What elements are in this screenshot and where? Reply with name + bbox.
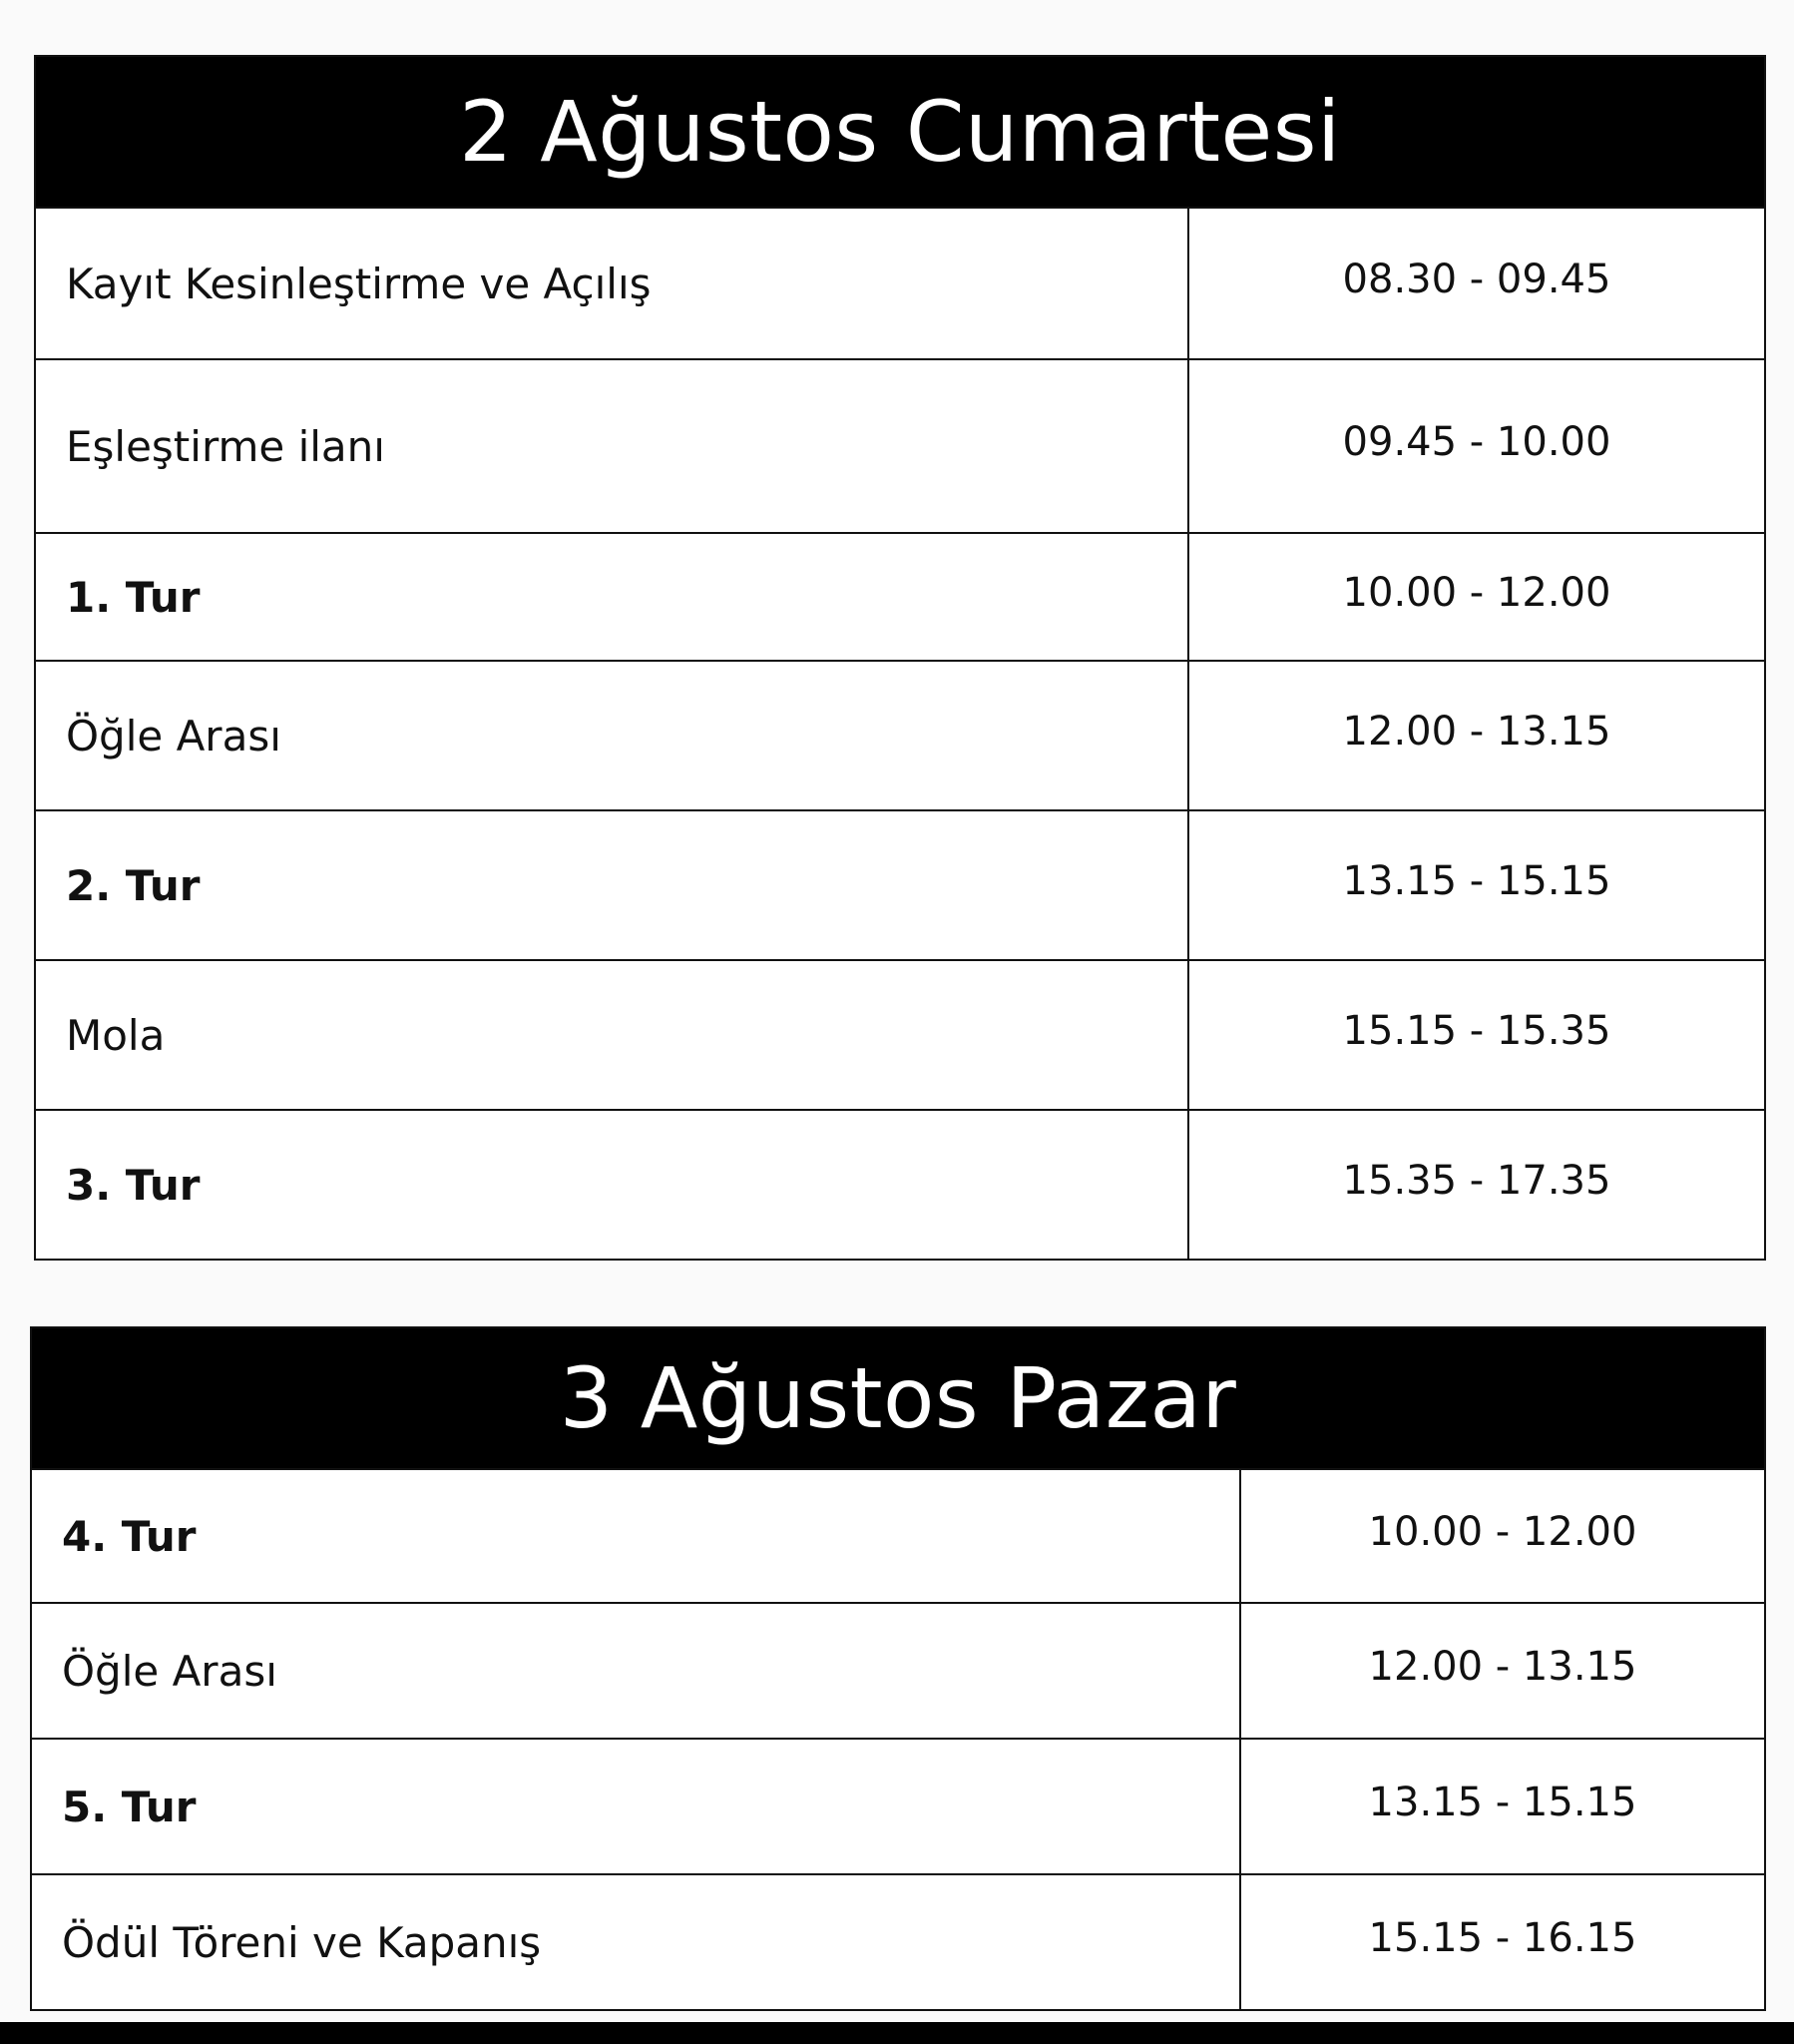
schedule-row — [36, 207, 1764, 358]
schedule-row — [32, 1738, 1764, 1873]
row-time: 13.15 - 15.15 — [1368, 1780, 1637, 1825]
row-label: Kayıt Kesinleştirme ve Açılış — [36, 209, 1189, 358]
row-time: 12.00 - 13.15 — [1342, 709, 1611, 755]
row-time: 12.00 - 13.15 — [1368, 1644, 1637, 1690]
row-label: 2. Tur — [36, 811, 1189, 959]
row-label: 5. Tur — [32, 1740, 1241, 1873]
row-time: 13.15 - 15.15 — [1342, 858, 1611, 904]
row-label: Ödül Töreni ve Kapanış — [32, 1875, 1241, 2009]
schedule-table-day-2 — [30, 1326, 1766, 2011]
schedule-row — [32, 1602, 1764, 1738]
row-label: Mola — [36, 961, 1189, 1109]
schedule-row — [36, 809, 1764, 959]
schedule-row — [32, 1468, 1764, 1602]
row-label: Eşleştirme ilanı — [36, 360, 1189, 532]
row-time: 10.00 - 12.00 — [1342, 570, 1611, 616]
schedule-row — [36, 532, 1764, 660]
schedule-row — [32, 1873, 1764, 2009]
schedule-row — [36, 959, 1764, 1109]
row-time: 15.15 - 15.35 — [1342, 1008, 1611, 1054]
row-time: 15.15 - 16.15 — [1368, 1915, 1637, 1961]
row-time: 15.35 - 17.35 — [1342, 1158, 1611, 1204]
row-label: 3. Tur — [36, 1111, 1189, 1259]
row-time: 10.00 - 12.00 — [1368, 1509, 1637, 1555]
row-label: Öğle Arası — [32, 1604, 1241, 1738]
row-time: 09.45 - 10.00 — [1342, 419, 1611, 465]
bottom-border-strip — [0, 2022, 1794, 2044]
schedule-row — [36, 358, 1764, 532]
schedule-row — [36, 660, 1764, 809]
row-label: 4. Tur — [32, 1470, 1241, 1602]
row-label: 1. Tur — [36, 534, 1189, 660]
row-time: 08.30 - 09.45 — [1342, 256, 1611, 302]
row-label: Öğle Arası — [36, 662, 1189, 809]
schedule-row — [36, 1109, 1764, 1259]
day-2-title: 3 Ağustos Pazar — [32, 1328, 1764, 1468]
schedule-table-day-1 — [34, 55, 1766, 1261]
day-1-title: 2 Ağustos Cumartesi — [36, 57, 1764, 207]
